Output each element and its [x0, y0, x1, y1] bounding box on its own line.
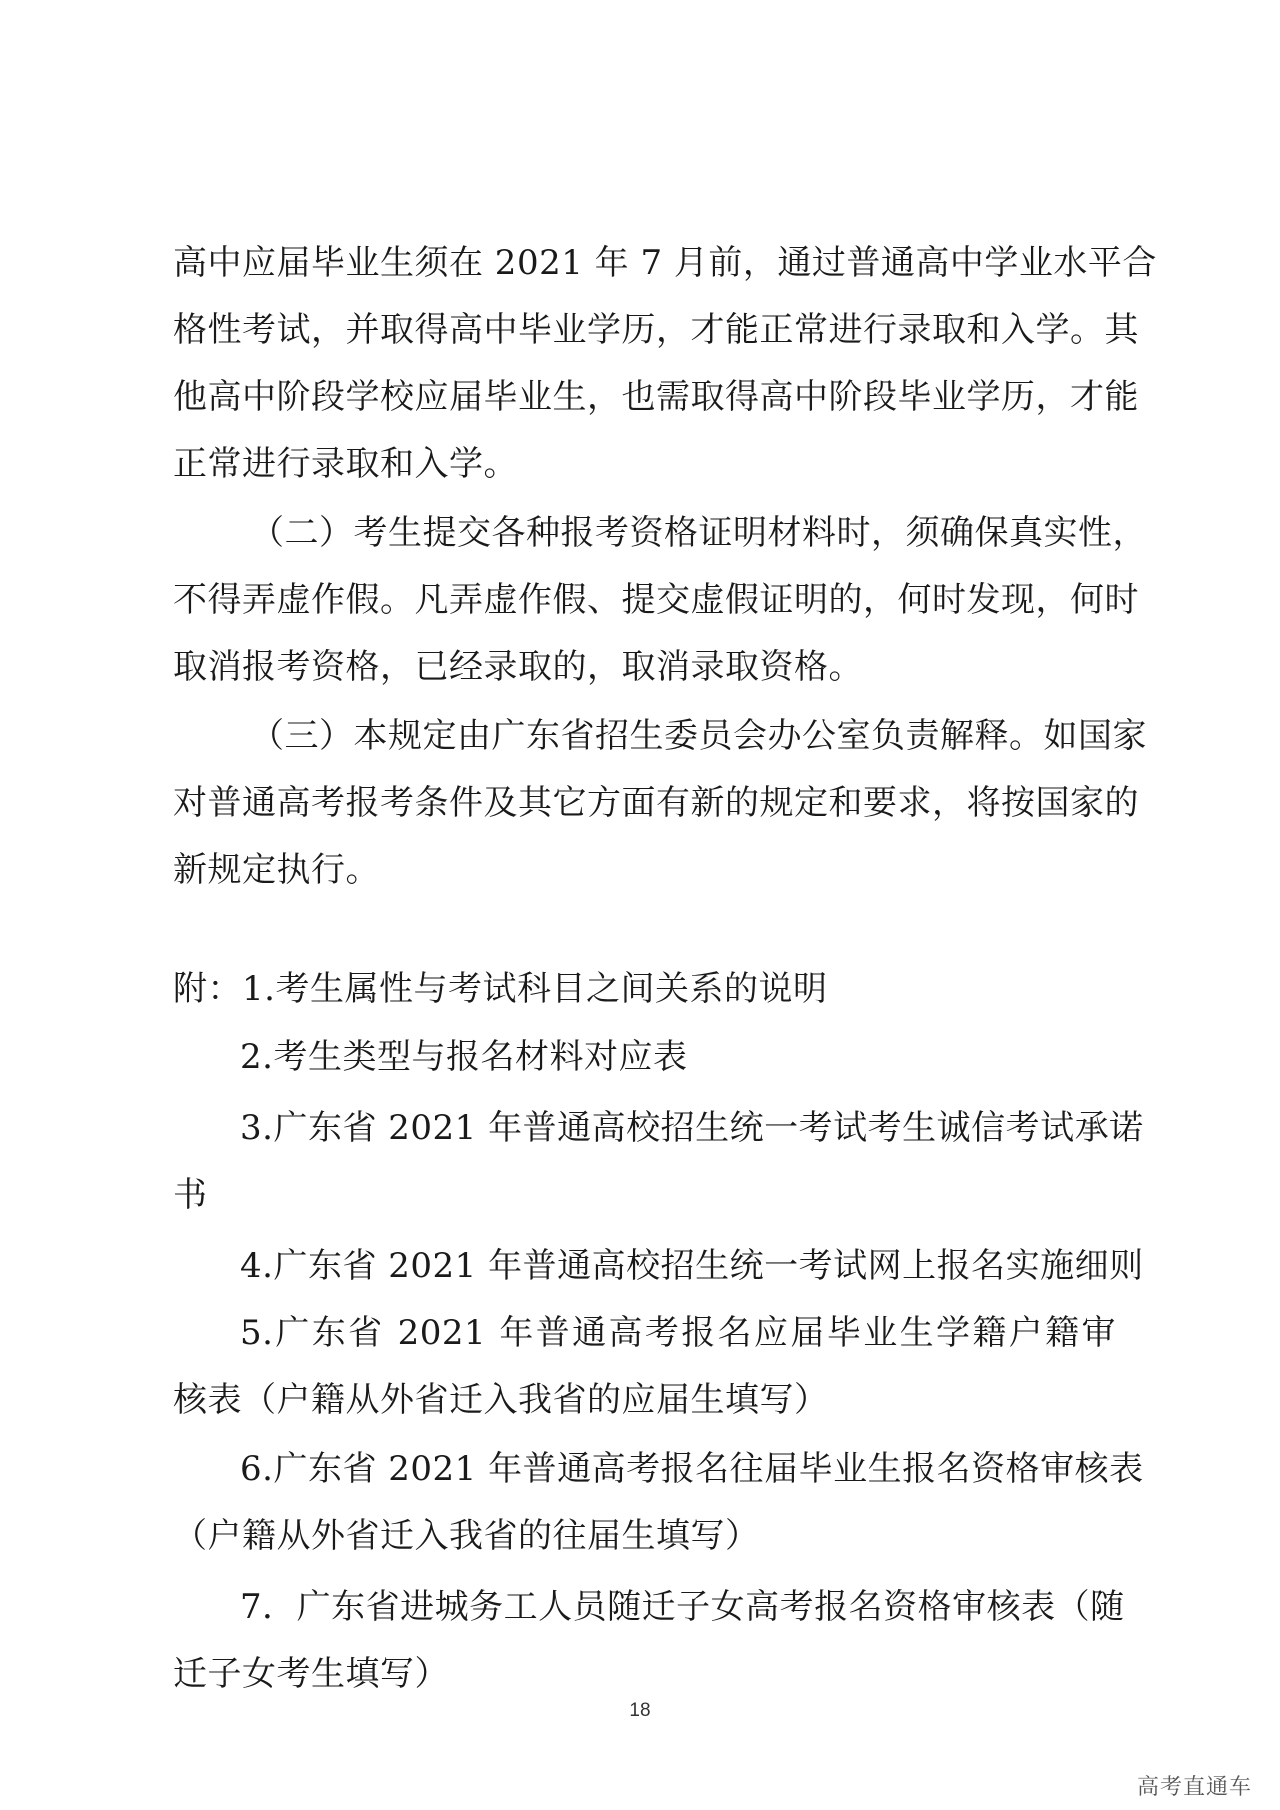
body-line: 对普通高考报考条件及其它方面有新的规定和要求，将按国家的: [173, 783, 1139, 823]
watermark-text: 高考直通车: [1136, 1775, 1252, 1800]
body-line: 正常进行录取和入学。: [173, 444, 518, 484]
body-line: （二）考生提交各种报考资格证明材料时，须确保真实性，: [250, 513, 1147, 553]
attachment-item: 4.广东省 2021 年普通高校招生统一考试网上报名实施细则: [240, 1246, 1144, 1286]
attachment-item: 5.广东省 2021 年普通高考报名应届毕业生学籍户籍审: [240, 1313, 1116, 1353]
body-line: 他高中阶段学校应届毕业生，也需取得高中阶段毕业学历，才能: [173, 377, 1139, 417]
attachment-item-continued: （户籍从外省迁入我省的往届生填写）: [173, 1516, 760, 1556]
attachment-item-continued: 核表（户籍从外省迁入我省的应届生填写）: [173, 1380, 829, 1420]
attachment-item-continued: 迁子女考生填写）: [173, 1654, 449, 1694]
attachment-item: 3.广东省 2021 年普通高校招生统一考试考生诚信考试承诺: [240, 1108, 1144, 1148]
body-line: （三）本规定由广东省招生委员会办公室负责解释。如国家: [250, 716, 1147, 756]
body-line: 取消报考资格，已经录取的，取消录取资格。: [173, 647, 863, 687]
page-number: 18: [629, 1700, 651, 1721]
body-line: 不得弄虚作假。凡弄虚作假、提交虚假证明的，何时发现，何时: [173, 580, 1139, 620]
attachment-item-continued: 书: [173, 1175, 208, 1215]
body-line: 格性考试，并取得高中毕业学历，才能正常进行录取和入学。其: [173, 310, 1139, 350]
attachment-item: 7．广东省进城务工人员随迁子女高考报名资格审核表（随: [240, 1587, 1125, 1627]
body-line: 新规定执行。: [173, 850, 380, 890]
attachment-item: 2.考生类型与报名材料对应表: [240, 1037, 688, 1077]
attachment-item: 附：1.考生属性与考试科目之间关系的说明: [173, 969, 828, 1009]
attachment-item: 6.广东省 2021 年普通高考报名往届毕业生报名资格审核表: [240, 1449, 1144, 1489]
body-line: 高中应届毕业生须在 2021 年 7 月前，通过普通高中学业水平合: [173, 243, 1157, 283]
